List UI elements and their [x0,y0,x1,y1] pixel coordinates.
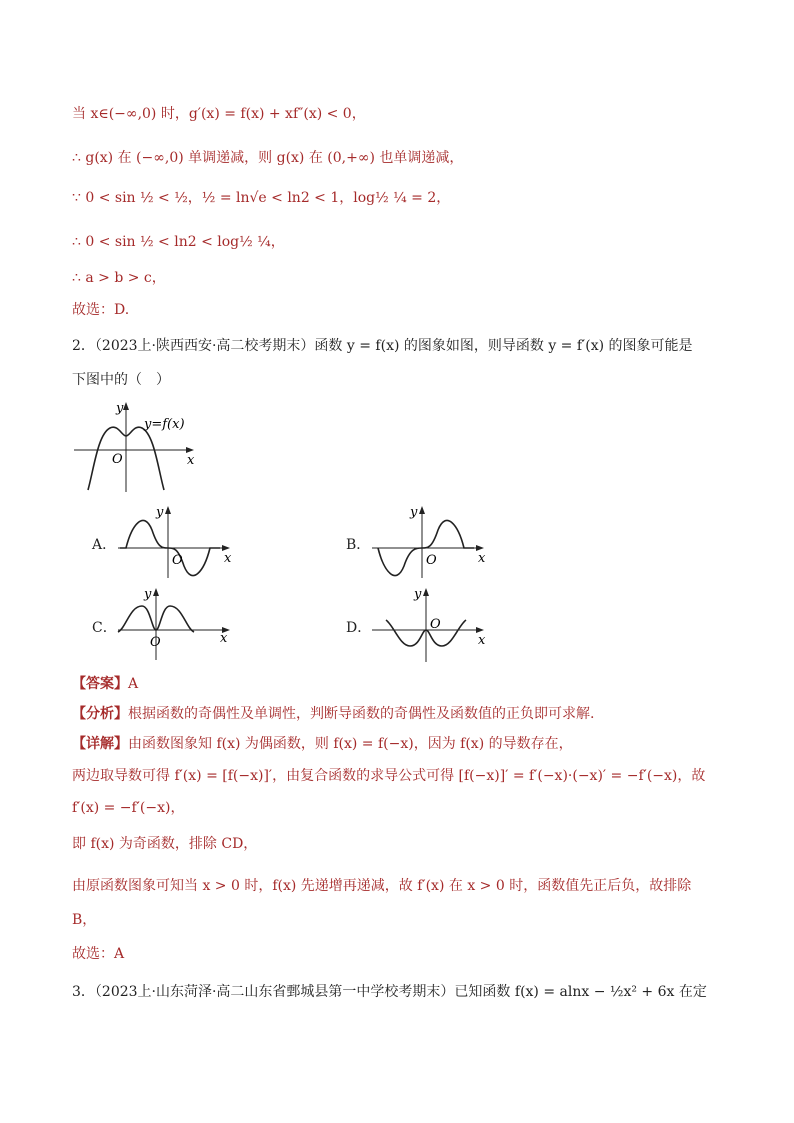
detail-line-2: 两边取导数可得 f′(x) = [f(−x)]′，由复合函数的求导公式可得 [f(−x)]′ = f′(−x)·(−x)′ = −f′(−x)，故 [72,768,706,784]
svg-text:x: x [224,551,232,566]
solution-line-2: ∴ g(x) 在 (−∞,0) 单调递减，则 g(x) 在 (0,+∞) 也单调递减， [72,150,464,166]
svg-text:x: x [220,631,228,646]
solution-line-1: 当 x∈(−∞,0) 时，g′(x) = f(x) + xf″(x) < 0， [72,106,366,122]
option-b-graph [370,502,494,582]
svg-text:y: y [410,505,418,520]
svg-text:x: x [478,551,486,566]
detail-line-3: f′(x) = −f′(−x)， [72,800,185,816]
svg-text:O: O [426,553,437,568]
option-a-label: A． [92,537,117,553]
analysis-text: 根据函数的奇偶性及单调性，判断导函数的奇偶性及函数值的正负即可求解. [128,706,595,722]
detail-line-4: 即 f(x) 为奇函数，排除 CD， [72,836,258,852]
detail-tag: 【详解】 [72,736,128,752]
origin-label: O [112,452,123,467]
solution-line-3: ∵ 0 < sin ½ < ½，½ = ln√e < ln2 < 1，log½ ¼ = 2， [72,190,451,206]
svg-text:y: y [414,587,422,602]
option-c-graph [116,584,240,664]
option-a-graph [116,502,240,582]
y-axis-label: y [116,401,124,416]
svg-text:y: y [144,587,152,602]
svg-text:O: O [172,553,183,568]
question-3-stem: 3．（2023上·山东菏泽·高二山东省鄄城县第一中学校考期末）已知函数 f(x) = alnx − ½x² + 6x 在定 [72,984,707,1000]
analysis-line [72,704,594,724]
answer-value: A [128,676,139,692]
solution-line-4: ∴ 0 < sin ½ < ln2 < log½ ¼， [72,234,285,250]
svg-text:O: O [430,617,441,632]
svg-text:y: y [156,505,164,520]
detail-line-5: 由原函数图象可知当 x > 0 时，f(x) 先递增再递减，故 f′(x) 在 x > 0 时，函数值先正后负，故排除 [72,878,692,894]
main-function-graph [72,398,202,494]
curve-label: y=f(x) [144,417,185,432]
answer-line [72,674,138,694]
option-c-label: C． [92,620,117,636]
analysis-tag: 【分析】 [72,706,128,722]
detail-text-1: 由函数图象知 f(x) 为偶函数，则 f(x) = f(−x)，因为 f(x) 的导数存在， [128,736,573,752]
question-2-stem: 2．（2023上·陕西西安·高二校考期末）函数 y = f(x) 的图象如图，则导函数 y = f′(x) 的图象可能是 [72,338,693,354]
answer-tag: 【答案】 [72,676,128,692]
option-d-label: D． [346,620,372,636]
detail-line-1 [72,734,573,754]
x-axis-label: x [187,453,195,468]
solution-line-6: 故选：D. [72,302,130,318]
solution-line-5: ∴ a > b > c， [72,270,166,286]
option-d-graph [370,584,494,664]
question-2-stem-cont: 下图中的（ ） [72,372,170,388]
option-b-label: B． [346,537,371,553]
svg-text:x: x [478,633,486,648]
detail-line-6: B， [72,912,97,928]
detail-line-7: 故选：A [72,946,125,962]
svg-text:O: O [150,635,161,650]
